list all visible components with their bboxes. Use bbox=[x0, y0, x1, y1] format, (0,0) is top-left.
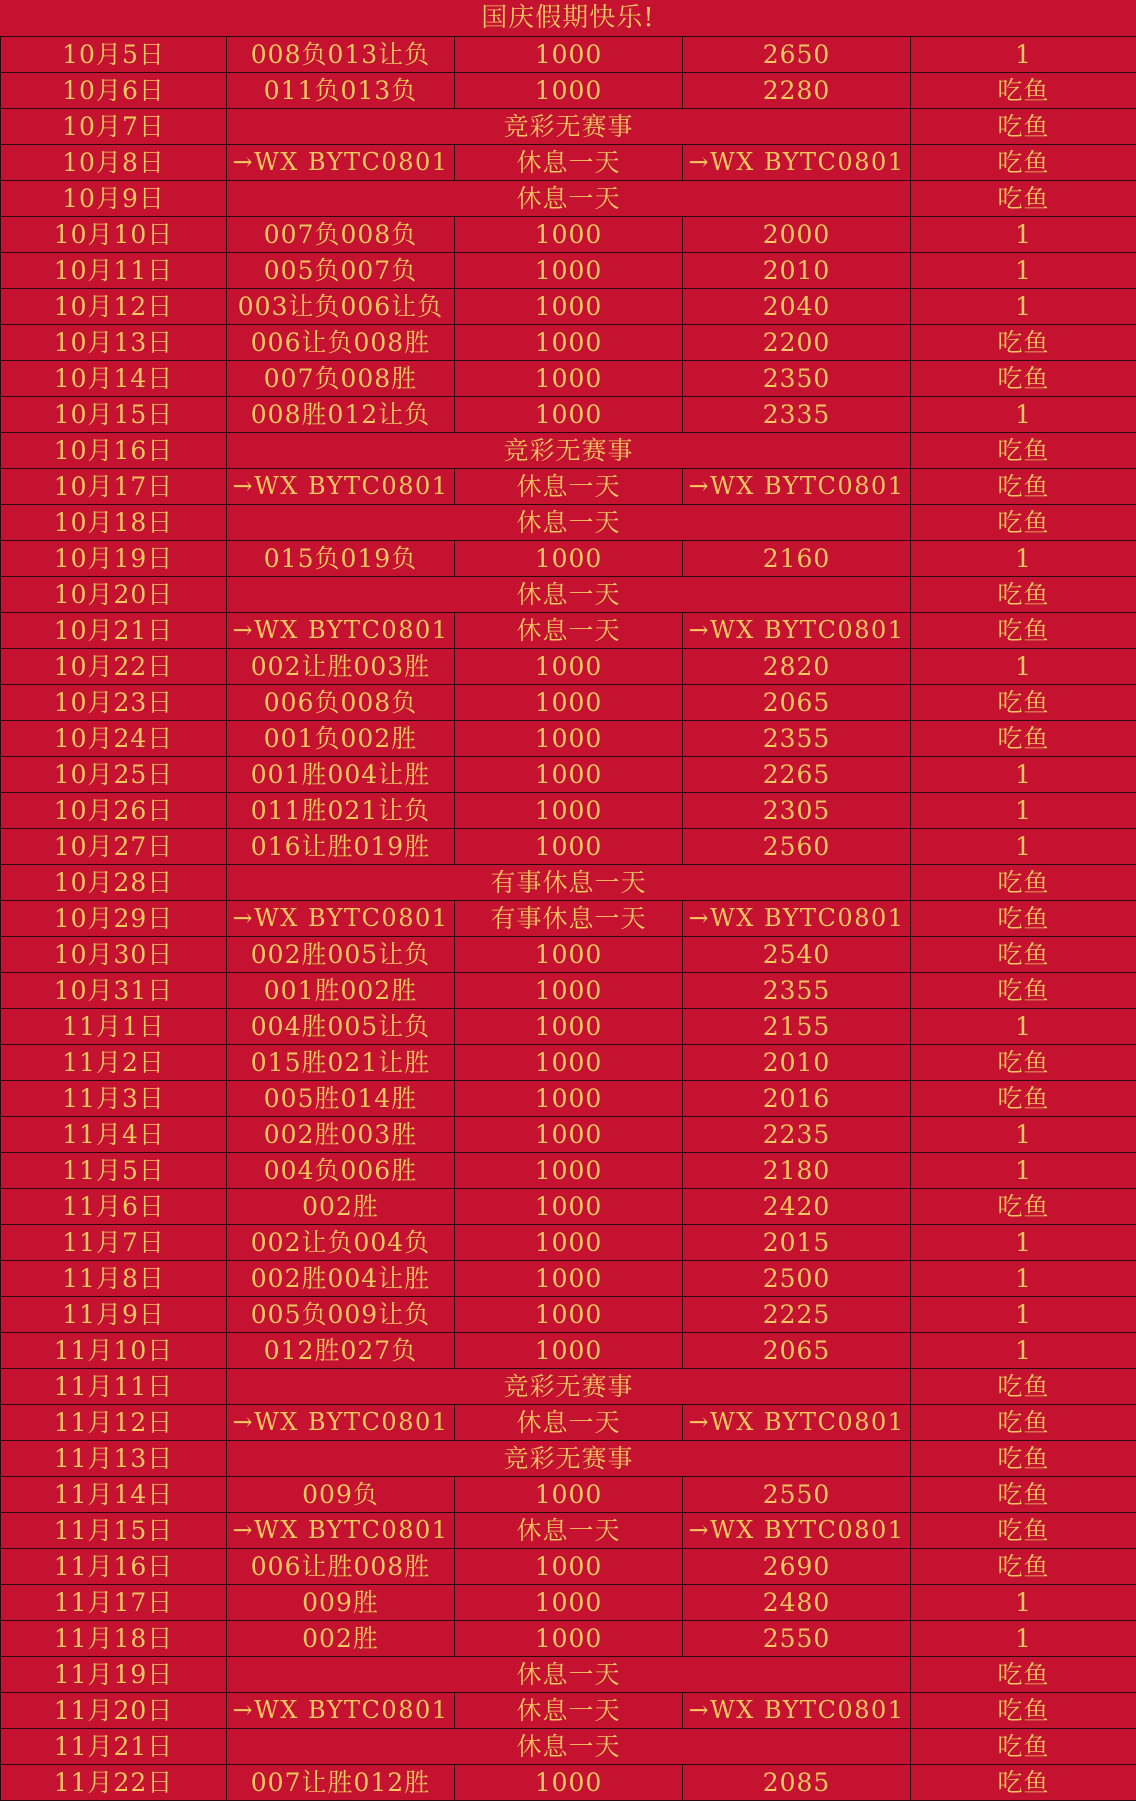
pick-cell: 004胜005让负 bbox=[227, 1009, 455, 1045]
table-row bbox=[1, 73, 1136, 109]
date-cell: 11月8日 bbox=[1, 1261, 227, 1297]
table-row bbox=[1, 1621, 1136, 1657]
stake-cell: 1000 bbox=[455, 685, 683, 721]
note-cell: 有事休息一天 bbox=[455, 901, 683, 937]
stake-cell: 1000 bbox=[455, 325, 683, 361]
table-row bbox=[1, 433, 1136, 469]
table-row bbox=[1, 1117, 1136, 1153]
return-cell: 2065 bbox=[683, 685, 911, 721]
date-cell: 10月6日 bbox=[1, 73, 227, 109]
table-row bbox=[1, 757, 1136, 793]
return-cell: 2085 bbox=[683, 1765, 911, 1801]
table-row bbox=[1, 541, 1136, 577]
date-cell: 10月24日 bbox=[1, 721, 227, 757]
return-cell: 2500 bbox=[683, 1261, 911, 1297]
stake-cell: 1000 bbox=[455, 37, 683, 73]
date-cell: 11月11日 bbox=[1, 1369, 227, 1405]
date-cell: 10月25日 bbox=[1, 757, 227, 793]
date-cell: 11月5日 bbox=[1, 1153, 227, 1189]
stake-cell: 1000 bbox=[455, 973, 683, 1009]
stake-cell: 1000 bbox=[455, 217, 683, 253]
return-cell: 2040 bbox=[683, 289, 911, 325]
result-cell: 吃鱼 bbox=[911, 613, 1136, 649]
date-cell: 11月19日 bbox=[1, 1657, 227, 1693]
result-cell: 1 bbox=[911, 649, 1136, 685]
result-cell: 1 bbox=[911, 1297, 1136, 1333]
contact-cell: →WX BYTC0801 bbox=[683, 901, 911, 937]
contact-cell: →WX BYTC0801 bbox=[683, 613, 911, 649]
date-cell: 11月21日 bbox=[1, 1729, 227, 1765]
table-row bbox=[1, 1729, 1136, 1765]
table-row bbox=[1, 37, 1136, 73]
return-cell: 2265 bbox=[683, 757, 911, 793]
date-cell: 11月18日 bbox=[1, 1621, 227, 1657]
note-cell: 休息一天 bbox=[455, 1513, 683, 1549]
date-cell: 10月30日 bbox=[1, 937, 227, 973]
date-cell: 11月3日 bbox=[1, 1081, 227, 1117]
date-cell: 10月19日 bbox=[1, 541, 227, 577]
date-cell: 10月13日 bbox=[1, 325, 227, 361]
table-row bbox=[1, 865, 1136, 901]
table-row bbox=[1, 1513, 1136, 1549]
result-cell: 吃鱼 bbox=[911, 1405, 1136, 1441]
result-cell: 吃鱼 bbox=[911, 1189, 1136, 1225]
contact-cell: →WX BYTC0801 bbox=[683, 1513, 911, 1549]
date-cell: 11月16日 bbox=[1, 1549, 227, 1585]
return-cell: 2280 bbox=[683, 73, 911, 109]
return-cell: 2550 bbox=[683, 1477, 911, 1513]
table-row bbox=[1, 1585, 1136, 1621]
table-row bbox=[1, 1297, 1136, 1333]
contact-cell: →WX BYTC0801 bbox=[227, 1405, 455, 1441]
table-row bbox=[1, 469, 1136, 505]
result-cell: 吃鱼 bbox=[911, 721, 1136, 757]
result-cell: 吃鱼 bbox=[911, 1081, 1136, 1117]
return-cell: 2065 bbox=[683, 1333, 911, 1369]
table-row bbox=[1, 1765, 1136, 1801]
result-cell: 吃鱼 bbox=[911, 1477, 1136, 1513]
table-row bbox=[1, 289, 1136, 325]
result-cell: 吃鱼 bbox=[911, 1657, 1136, 1693]
stake-cell: 1000 bbox=[455, 1117, 683, 1153]
table-row bbox=[1, 1333, 1136, 1369]
date-cell: 11月15日 bbox=[1, 1513, 227, 1549]
result-cell: 1 bbox=[911, 757, 1136, 793]
result-cell: 吃鱼 bbox=[911, 181, 1136, 217]
note-cell: 竞彩无赛事 bbox=[227, 109, 911, 145]
result-cell: 吃鱼 bbox=[911, 1441, 1136, 1477]
result-cell: 1 bbox=[911, 1009, 1136, 1045]
note-cell: 竞彩无赛事 bbox=[227, 1441, 911, 1477]
stake-cell: 1000 bbox=[455, 1261, 683, 1297]
return-cell: 2225 bbox=[683, 1297, 911, 1333]
table-row bbox=[1, 1549, 1136, 1585]
record-table-body bbox=[1, 37, 1136, 1801]
note-cell: 休息一天 bbox=[455, 613, 683, 649]
pick-cell: 007负008负 bbox=[227, 217, 455, 253]
pick-cell: 009负 bbox=[227, 1477, 455, 1513]
date-cell: 10月16日 bbox=[1, 433, 227, 469]
pick-cell: 007负008胜 bbox=[227, 361, 455, 397]
return-cell: 2155 bbox=[683, 1009, 911, 1045]
return-cell: 2010 bbox=[683, 253, 911, 289]
note-cell: 休息一天 bbox=[455, 145, 683, 181]
result-cell: 吃鱼 bbox=[911, 1369, 1136, 1405]
pick-cell: 005负007负 bbox=[227, 253, 455, 289]
contact-cell: →WX BYTC0801 bbox=[227, 469, 455, 505]
result-cell: 吃鱼 bbox=[911, 577, 1136, 613]
pick-cell: 011胜021让负 bbox=[227, 793, 455, 829]
note-cell: 休息一天 bbox=[455, 1693, 683, 1729]
return-cell: 2650 bbox=[683, 37, 911, 73]
result-cell: 吃鱼 bbox=[911, 973, 1136, 1009]
record-table bbox=[0, 36, 1136, 1801]
return-cell: 2540 bbox=[683, 937, 911, 973]
date-cell: 11月20日 bbox=[1, 1693, 227, 1729]
date-cell: 11月10日 bbox=[1, 1333, 227, 1369]
stake-cell: 1000 bbox=[455, 1765, 683, 1801]
stake-cell: 1000 bbox=[455, 1189, 683, 1225]
result-cell: 1 bbox=[911, 1117, 1136, 1153]
date-cell: 10月22日 bbox=[1, 649, 227, 685]
contact-cell: →WX BYTC0801 bbox=[683, 1693, 911, 1729]
result-cell: 吃鱼 bbox=[911, 73, 1136, 109]
date-cell: 10月23日 bbox=[1, 685, 227, 721]
result-cell: 吃鱼 bbox=[911, 1513, 1136, 1549]
result-cell: 吃鱼 bbox=[911, 685, 1136, 721]
result-cell: 1 bbox=[911, 217, 1136, 253]
date-cell: 10月8日 bbox=[1, 145, 227, 181]
stake-cell: 1000 bbox=[455, 397, 683, 433]
table-row bbox=[1, 1153, 1136, 1189]
return-cell: 2010 bbox=[683, 1045, 911, 1081]
table-row bbox=[1, 577, 1136, 613]
pick-cell: 004负006胜 bbox=[227, 1153, 455, 1189]
table-row bbox=[1, 397, 1136, 433]
contact-cell: →WX BYTC0801 bbox=[227, 1513, 455, 1549]
contact-cell: →WX BYTC0801 bbox=[227, 613, 455, 649]
table-row bbox=[1, 361, 1136, 397]
result-cell: 吃鱼 bbox=[911, 1549, 1136, 1585]
date-cell: 10月17日 bbox=[1, 469, 227, 505]
result-cell: 吃鱼 bbox=[911, 1765, 1136, 1801]
table-row bbox=[1, 1081, 1136, 1117]
date-cell: 10月28日 bbox=[1, 865, 227, 901]
return-cell: 2690 bbox=[683, 1549, 911, 1585]
pick-cell: 005胜014胜 bbox=[227, 1081, 455, 1117]
stake-cell: 1000 bbox=[455, 649, 683, 685]
result-cell: 吃鱼 bbox=[911, 865, 1136, 901]
table-row bbox=[1, 793, 1136, 829]
result-cell: 1 bbox=[911, 397, 1136, 433]
date-cell: 10月20日 bbox=[1, 577, 227, 613]
date-cell: 10月7日 bbox=[1, 109, 227, 145]
stake-cell: 1000 bbox=[455, 253, 683, 289]
date-cell: 11月6日 bbox=[1, 1189, 227, 1225]
return-cell: 2550 bbox=[683, 1621, 911, 1657]
pick-cell: 012胜027负 bbox=[227, 1333, 455, 1369]
table-row bbox=[1, 1657, 1136, 1693]
note-cell: 休息一天 bbox=[227, 505, 911, 541]
pick-cell: 005负009让负 bbox=[227, 1297, 455, 1333]
pick-cell: 007让胜012胜 bbox=[227, 1765, 455, 1801]
stake-cell: 1000 bbox=[455, 289, 683, 325]
table-row bbox=[1, 1009, 1136, 1045]
stake-cell: 1000 bbox=[455, 1297, 683, 1333]
table-row bbox=[1, 1369, 1136, 1405]
result-cell: 1 bbox=[911, 1153, 1136, 1189]
pick-cell: 002胜 bbox=[227, 1621, 455, 1657]
return-cell: 2000 bbox=[683, 217, 911, 253]
note-cell: 有事休息一天 bbox=[227, 865, 911, 901]
stake-cell: 1000 bbox=[455, 361, 683, 397]
pick-cell: 011负013负 bbox=[227, 73, 455, 109]
table-row bbox=[1, 217, 1136, 253]
note-cell: 休息一天 bbox=[227, 181, 911, 217]
table-row bbox=[1, 973, 1136, 1009]
pick-cell: 015胜021让胜 bbox=[227, 1045, 455, 1081]
return-cell: 2355 bbox=[683, 973, 911, 1009]
stake-cell: 1000 bbox=[455, 1045, 683, 1081]
pick-cell: 009胜 bbox=[227, 1585, 455, 1621]
note-cell: 竞彩无赛事 bbox=[227, 1369, 911, 1405]
pick-cell: 006让胜008胜 bbox=[227, 1549, 455, 1585]
return-cell: 2820 bbox=[683, 649, 911, 685]
date-cell: 10月27日 bbox=[1, 829, 227, 865]
stake-cell: 1000 bbox=[455, 1621, 683, 1657]
pick-cell: 002胜005让负 bbox=[227, 937, 455, 973]
contact-cell: →WX BYTC0801 bbox=[227, 145, 455, 181]
table-row bbox=[1, 613, 1136, 649]
result-cell: 吃鱼 bbox=[911, 937, 1136, 973]
table-row bbox=[1, 253, 1136, 289]
table-row bbox=[1, 1189, 1136, 1225]
pick-cell: 006负008负 bbox=[227, 685, 455, 721]
return-cell: 2350 bbox=[683, 361, 911, 397]
date-cell: 11月9日 bbox=[1, 1297, 227, 1333]
result-cell: 1 bbox=[911, 541, 1136, 577]
pick-cell: 001胜002胜 bbox=[227, 973, 455, 1009]
contact-cell: →WX BYTC0801 bbox=[683, 145, 911, 181]
stake-cell: 1000 bbox=[455, 721, 683, 757]
stake-cell: 1000 bbox=[455, 1585, 683, 1621]
pick-cell: 015负019负 bbox=[227, 541, 455, 577]
sheet-title: 国庆假期快乐! bbox=[0, 0, 1136, 36]
table-row bbox=[1, 109, 1136, 145]
result-cell: 1 bbox=[911, 253, 1136, 289]
date-cell: 11月4日 bbox=[1, 1117, 227, 1153]
return-cell: 2560 bbox=[683, 829, 911, 865]
stake-cell: 1000 bbox=[455, 793, 683, 829]
result-cell: 吃鱼 bbox=[911, 505, 1136, 541]
stake-cell: 1000 bbox=[455, 1225, 683, 1261]
date-cell: 11月14日 bbox=[1, 1477, 227, 1513]
date-cell: 10月26日 bbox=[1, 793, 227, 829]
stake-cell: 1000 bbox=[455, 829, 683, 865]
table-row bbox=[1, 1261, 1136, 1297]
return-cell: 2355 bbox=[683, 721, 911, 757]
result-cell: 1 bbox=[911, 1225, 1136, 1261]
result-cell: 吃鱼 bbox=[911, 901, 1136, 937]
stake-cell: 1000 bbox=[455, 541, 683, 577]
date-cell: 10月18日 bbox=[1, 505, 227, 541]
pick-cell: 003让负006让负 bbox=[227, 289, 455, 325]
result-cell: 吃鱼 bbox=[911, 1045, 1136, 1081]
date-cell: 10月29日 bbox=[1, 901, 227, 937]
stake-cell: 1000 bbox=[455, 757, 683, 793]
return-cell: 2200 bbox=[683, 325, 911, 361]
note-cell: 竞彩无赛事 bbox=[227, 433, 911, 469]
result-cell: 吃鱼 bbox=[911, 469, 1136, 505]
note-cell: 休息一天 bbox=[455, 469, 683, 505]
table-row bbox=[1, 721, 1136, 757]
table-row bbox=[1, 649, 1136, 685]
date-cell: 10月5日 bbox=[1, 37, 227, 73]
return-cell: 2180 bbox=[683, 1153, 911, 1189]
date-cell: 11月12日 bbox=[1, 1405, 227, 1441]
date-cell: 11月7日 bbox=[1, 1225, 227, 1261]
contact-cell: →WX BYTC0801 bbox=[683, 1405, 911, 1441]
return-cell: 2160 bbox=[683, 541, 911, 577]
pick-cell: 002胜003胜 bbox=[227, 1117, 455, 1153]
date-cell: 11月17日 bbox=[1, 1585, 227, 1621]
table-row bbox=[1, 901, 1136, 937]
pick-cell: 002让负004负 bbox=[227, 1225, 455, 1261]
table-row bbox=[1, 325, 1136, 361]
date-cell: 10月21日 bbox=[1, 613, 227, 649]
contact-cell: →WX BYTC0801 bbox=[227, 1693, 455, 1729]
date-cell: 11月22日 bbox=[1, 1765, 227, 1801]
table-row bbox=[1, 505, 1136, 541]
date-cell: 10月31日 bbox=[1, 973, 227, 1009]
stake-cell: 1000 bbox=[455, 73, 683, 109]
date-cell: 11月2日 bbox=[1, 1045, 227, 1081]
table-row bbox=[1, 1405, 1136, 1441]
table-row bbox=[1, 829, 1136, 865]
result-cell: 吃鱼 bbox=[911, 325, 1136, 361]
date-cell: 10月11日 bbox=[1, 253, 227, 289]
stake-cell: 1000 bbox=[455, 937, 683, 973]
pick-cell: 006让负008胜 bbox=[227, 325, 455, 361]
date-cell: 11月1日 bbox=[1, 1009, 227, 1045]
result-cell: 1 bbox=[911, 829, 1136, 865]
pick-cell: 008负013让负 bbox=[227, 37, 455, 73]
return-cell: 2480 bbox=[683, 1585, 911, 1621]
stake-cell: 1000 bbox=[455, 1081, 683, 1117]
date-cell: 11月13日 bbox=[1, 1441, 227, 1477]
table-row bbox=[1, 1693, 1136, 1729]
table-row bbox=[1, 181, 1136, 217]
result-cell: 吃鱼 bbox=[911, 433, 1136, 469]
result-cell: 吃鱼 bbox=[911, 145, 1136, 181]
result-cell: 1 bbox=[911, 289, 1136, 325]
return-cell: 2016 bbox=[683, 1081, 911, 1117]
pick-cell: 001胜004让胜 bbox=[227, 757, 455, 793]
note-cell: 休息一天 bbox=[227, 1657, 911, 1693]
date-cell: 10月14日 bbox=[1, 361, 227, 397]
table-row bbox=[1, 1441, 1136, 1477]
result-cell: 1 bbox=[911, 1261, 1136, 1297]
result-cell: 1 bbox=[911, 793, 1136, 829]
pick-cell: 001负002胜 bbox=[227, 721, 455, 757]
result-cell: 1 bbox=[911, 1621, 1136, 1657]
result-cell: 吃鱼 bbox=[911, 1729, 1136, 1765]
return-cell: 2305 bbox=[683, 793, 911, 829]
return-cell: 2015 bbox=[683, 1225, 911, 1261]
stake-cell: 1000 bbox=[455, 1549, 683, 1585]
return-cell: 2420 bbox=[683, 1189, 911, 1225]
table-row bbox=[1, 145, 1136, 181]
contact-cell: →WX BYTC0801 bbox=[683, 469, 911, 505]
return-cell: 2335 bbox=[683, 397, 911, 433]
stake-cell: 1000 bbox=[455, 1009, 683, 1045]
pick-cell: 016让胜019胜 bbox=[227, 829, 455, 865]
stake-cell: 1000 bbox=[455, 1477, 683, 1513]
result-cell: 1 bbox=[911, 1585, 1136, 1621]
note-cell: 休息一天 bbox=[227, 577, 911, 613]
stake-cell: 1000 bbox=[455, 1333, 683, 1369]
pick-cell: 002胜004让胜 bbox=[227, 1261, 455, 1297]
date-cell: 10月9日 bbox=[1, 181, 227, 217]
result-cell: 吃鱼 bbox=[911, 361, 1136, 397]
note-cell: 休息一天 bbox=[227, 1729, 911, 1765]
table-row bbox=[1, 937, 1136, 973]
date-cell: 10月10日 bbox=[1, 217, 227, 253]
table-row bbox=[1, 1045, 1136, 1081]
pick-cell: 002胜 bbox=[227, 1189, 455, 1225]
pick-cell: 008胜012让负 bbox=[227, 397, 455, 433]
note-cell: 休息一天 bbox=[455, 1405, 683, 1441]
date-cell: 10月12日 bbox=[1, 289, 227, 325]
date-cell: 10月15日 bbox=[1, 397, 227, 433]
table-row bbox=[1, 1225, 1136, 1261]
result-cell: 1 bbox=[911, 37, 1136, 73]
pick-cell: 002让胜003胜 bbox=[227, 649, 455, 685]
result-cell: 吃鱼 bbox=[911, 1693, 1136, 1729]
table-row bbox=[1, 1477, 1136, 1513]
result-cell: 1 bbox=[911, 1333, 1136, 1369]
table-row bbox=[1, 685, 1136, 721]
return-cell: 2235 bbox=[683, 1117, 911, 1153]
stake-cell: 1000 bbox=[455, 1153, 683, 1189]
result-cell: 吃鱼 bbox=[911, 109, 1136, 145]
contact-cell: →WX BYTC0801 bbox=[227, 901, 455, 937]
